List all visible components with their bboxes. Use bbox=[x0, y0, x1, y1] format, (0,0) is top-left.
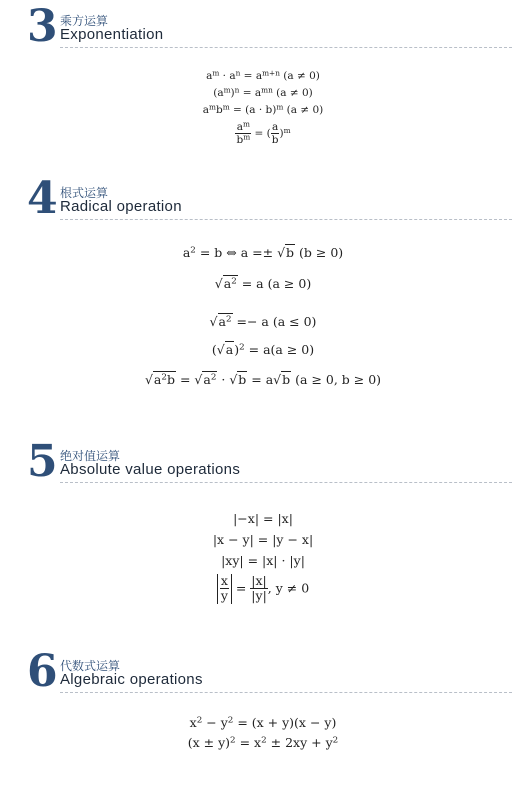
formula-block bbox=[0, 508, 526, 604]
section-radical bbox=[0, 173, 526, 390]
formula: $√a^2b = √a^2 \cdot √b = a√b$ (a ≥ 0, b ≥ 0) bbox=[144, 372, 382, 387]
section-title-zh: 乘方运算 bbox=[60, 14, 109, 28]
formula: |−x| = |x| bbox=[233, 511, 293, 526]
dashed-divider bbox=[60, 219, 512, 220]
formula-block bbox=[0, 713, 526, 753]
section-exponentiation bbox=[0, 1, 526, 147]
section-number: 6 bbox=[27, 646, 58, 697]
section-algebraic bbox=[0, 646, 526, 753]
section-title-en: Exponentiation bbox=[60, 26, 164, 43]
formula: $\frac{a^m}{b^m}$ = ( $\frac{a}{b}$ )$^m$ bbox=[236, 119, 291, 147]
section-number: 4 bbox=[27, 173, 58, 224]
section-absolute-value bbox=[0, 436, 526, 604]
formula: $\frac{x}{y}$ = $\frac{|x|}{|y|}$ , y ≠ 0 bbox=[0, 574, 526, 604]
section-title-en: Algebraic operations bbox=[60, 671, 203, 688]
section-number: 5 bbox=[27, 436, 58, 487]
formula: |x − y| = |y − x| bbox=[212, 532, 314, 547]
formula: $√a^2 = a$ (a ≥ 0) bbox=[214, 276, 312, 291]
formula-block bbox=[0, 68, 526, 146]
formula: $√a^2 =- a$ (a ≤ 0) bbox=[209, 314, 317, 329]
section-title-zh: 绝对值运算 bbox=[60, 449, 121, 463]
dashed-divider bbox=[60, 482, 512, 483]
formula-block bbox=[0, 243, 526, 390]
formula: $(a^m)^n = a^{mn}$ (a ≠ 0) bbox=[213, 85, 313, 99]
formula: |xy| = |x| · |y| bbox=[221, 553, 305, 568]
section-title-en: Radical operation bbox=[60, 198, 182, 215]
formula: $a^mb^m = (a \cdot b)^m$ (a ≠ 0) bbox=[202, 102, 324, 116]
formula: $(√a)^2 = a(a \ge 0)$ bbox=[211, 342, 315, 357]
dashed-divider bbox=[60, 47, 512, 48]
formula: $(x \pm y)^2 = x^2 \pm 2xy + y^2$ bbox=[187, 735, 339, 750]
section-title-zh: 代数式运算 bbox=[60, 659, 121, 673]
formula: $x^2 - y^2 = (x + y)(x - y)$ bbox=[189, 715, 337, 730]
formula: $a^m \cdot a^n = a^{m+n}$ (a ≠ 0) bbox=[206, 68, 320, 82]
dashed-divider bbox=[60, 692, 512, 693]
formula: $a^2 = b$ ⇔ a =± √b (b ≥ 0) bbox=[182, 245, 344, 260]
section-title-en: Absolute value operations bbox=[60, 461, 241, 478]
section-number: 3 bbox=[27, 1, 58, 52]
section-title-zh: 根式运算 bbox=[60, 186, 109, 200]
